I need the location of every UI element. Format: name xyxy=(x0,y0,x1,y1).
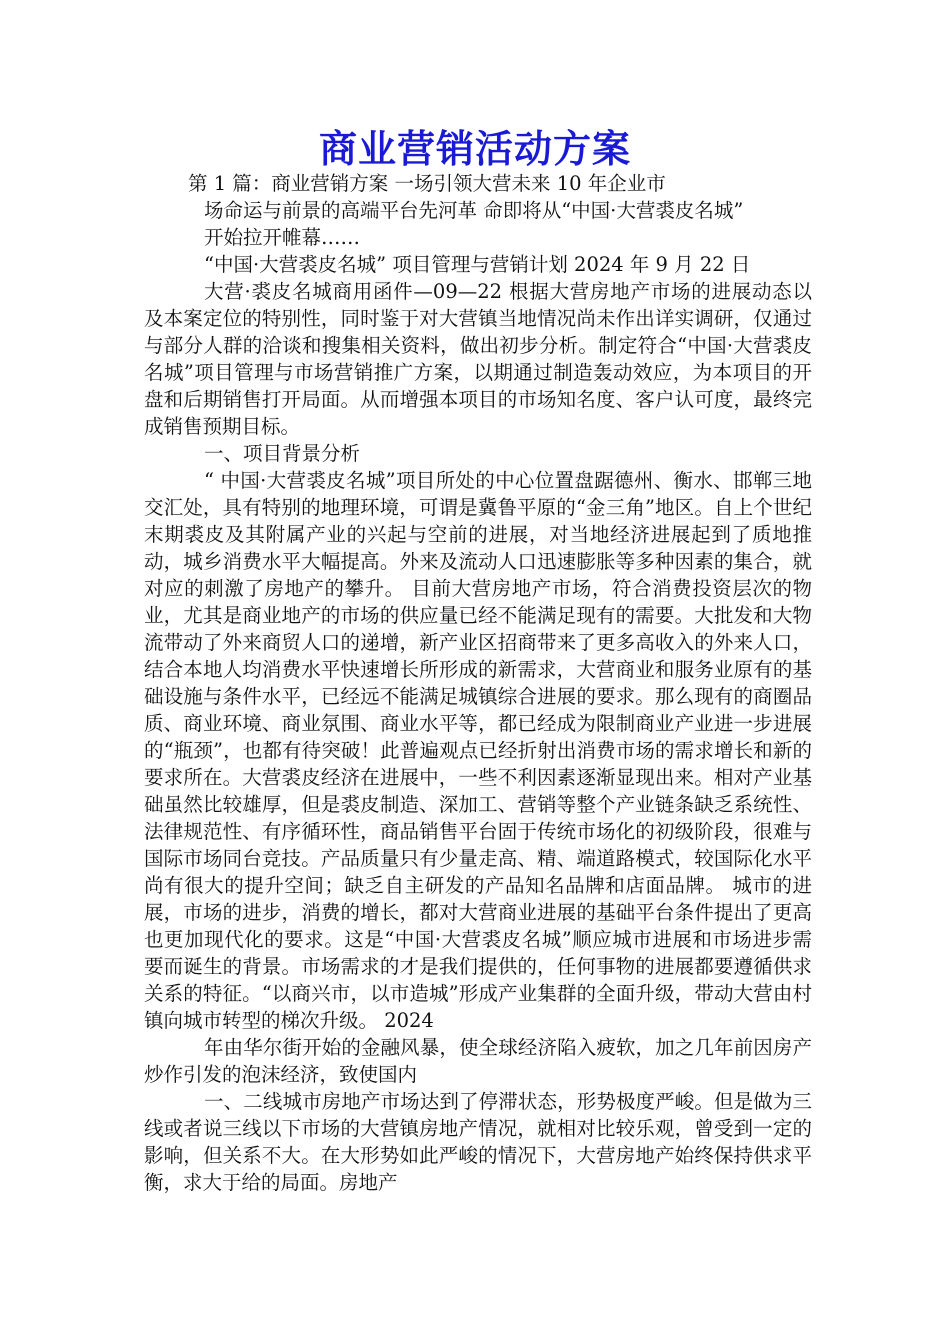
paragraph-intro-1: 第 1 篇：商业营销方案 一场引领大营未来 10 年企业市 xyxy=(188,172,666,195)
paragraph-market-status: 一、二线城市房地产市场达到了停滞状态，形势极度严峻。但是做为三线或者说三线以下市场的大营镇房地产情况，就相对比较乐观，曾受到一定的影响，但关系不大。在大形势如此严峻的情况下，大营房地产始终保持供求平衡，求大于给的局面。房地产 xyxy=(144,1090,812,1194)
paragraph-letter: 大营·裘皮名城商用函件—09—22 根据大营房地产市场的进展动态以及本案定位的特别性，同时鉴于对大营镇当地情况尚未作出详实调研，仅通过与部分人群的洽谈和搜集相关资料，做出初步分析。制定符合“中国·大营裘皮名城”项目管理与市场营销推广方案，以期通过制造轰动效应，为本项目的开盘和后期销售打开局面。从而增强本项目的市场知名度、客户认可度，最终完成销售预期目标。 xyxy=(144,280,812,438)
paragraph-plan-heading: “中国·大营裘皮名城” 项目管理与营销计划 2024 年 9 月 22 日 xyxy=(204,253,751,276)
document-title: 商业营销活动方案 xyxy=(318,127,631,171)
paragraph-background: “ 中国·大营裘皮名城”项目所处的中心位置盘踞德州、衡水、邯郸三地交汇处，具有特别的地理环境，可谓是冀鲁平原的“金三角”地区。自上个世纪末期裘皮及其附属产业的兴起与空前的进展，对当地经济进展起到了质地推动，城乡消费水平大幅提高。外来及流动人口迅速膨胀等多种因素的集合，就对应的刺激了房地产的攀升。 目前大营房地产市场，符合消费投资层次的物业，尤其是商业地产的市场的供应量已经不能满足现有的需要。大批发和大物流带动了外来商贸人口的递增，新产业区招商带来了更多高收入的外来人口，结合本地人均消费水平快速增长所形成的新需求，大营商业和服务业原有的基础设施与条件水平，已经远不能满足城镇综合进展的要求。那么现有的商圈品质、商业环境、商业氛围、商业水平等，都已经成为限制商业产业进一步进展的“瓶颈”，也都有待突破！此普遍观点已经折射出消费市场的需求增长和新的要求所在。大营裘皮经济在进展中，一些不利因素逐渐显现出来。相对产业基础虽然比较雄厚，但是裘皮制造、深加工、营销等整个产业链条缺乏系统性、法律规范性、有序循环性，商品销售平台固于传统市场化的初级阶段，很难与国际市场同台竞技。产品质量只有少量走高、精、端道路模式，较国际化水平尚有很大的提升空间；缺乏自主研发的产品知名品牌和店面品牌。 城市的进展，市场的进步，消费的增长，都对大营商业进展的基础平台条件提出了更高也更加现代化的要求。这是“中国·大营裘皮名城”顺应城市进展和市场进步需要而诞生的背景。市场需求的才是我们提供的，任何事物的进展都要遵循供求关系的特征。“以商兴市，以市造城”形成产业集群的全面升级，带动大营由村镇向城市转型的梯次升级。 2024 xyxy=(144,469,812,1032)
paragraph-financial-crisis: 年由华尔街开始的金融风暴，使全球经济陷入疲软，加之几年前因房产炒作引发的泡沫经济，致使国内 xyxy=(144,1036,812,1086)
document-body xyxy=(144,170,812,1196)
paragraph-intro-3: 开始拉开帷幕…… xyxy=(204,226,361,249)
section-heading-background: 一、项目背景分析 xyxy=(204,442,361,465)
paragraph-intro-2: 场命运与前景的高端平台先河革 命即将从“中国·大营裘皮名城” xyxy=(204,199,744,222)
